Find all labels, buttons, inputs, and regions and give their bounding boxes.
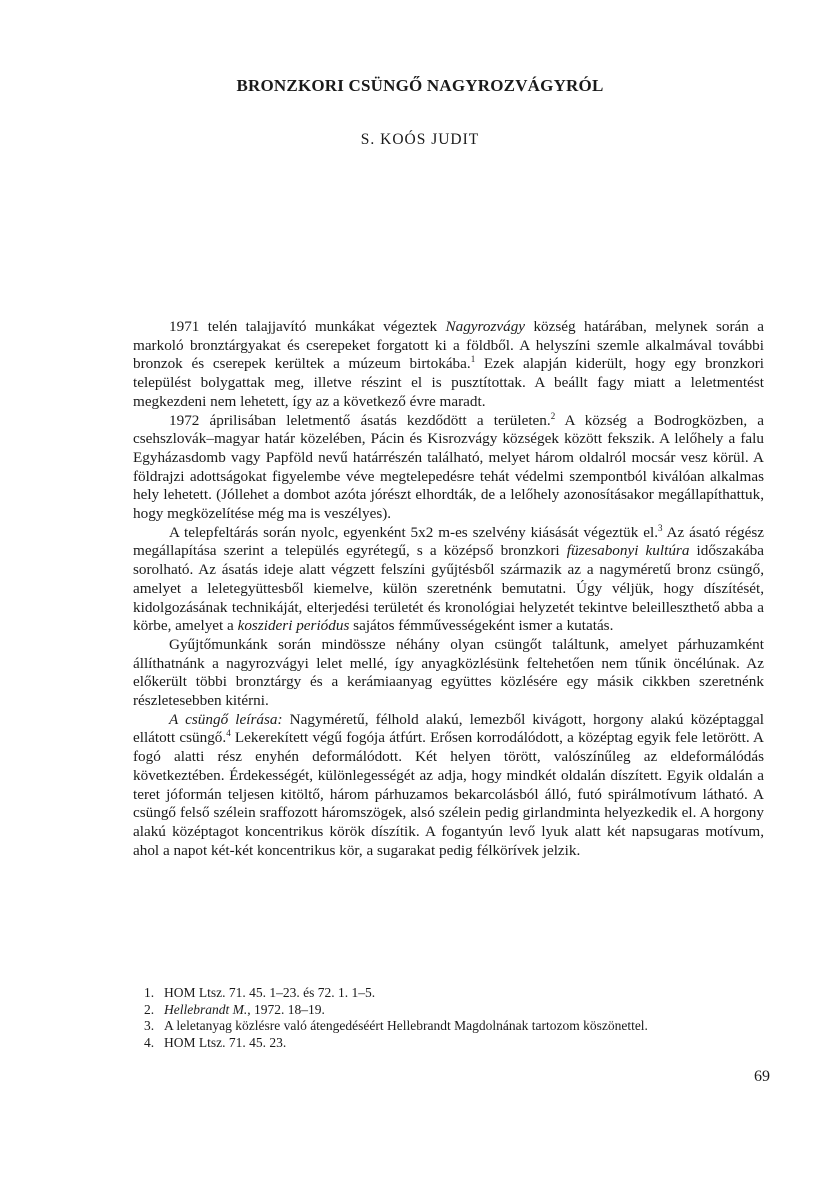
text-run: Lekerekített végű fogója átfúrt. Erősen korrodálódott, a középtag egyik fele letörött. A fogó alatti rész enyhén deformálódott. Két helyen törött, valószínűleg az eldeformálódás következtében. Érdekességét, különlegességét az adja, hogy mindkét oldalán díszített. Egyik oldalán a teret jóformán teljesen kitöltő, három párhuzamos bekarcolásból álló, futó spirálmotívum látható. A csüngő felső szélein sraffozott háromszögek, alsó szélein pedig girlandminta helyezkedik el. A horgony alakú középtagot koncentrikus körök díszítik. A fogantyún levő lyuk alatt két napsugaras motívum, ahol a napot két-két koncentrikus kör, a sugarakat pedig félkörívek jelzik. xyxy=(133,729,764,859)
footnote-text: HOM Ltsz. 71. 45. 1–23. és 72. 1. 1–5. xyxy=(164,985,376,1000)
footnote-ref-2: 2 xyxy=(550,410,556,421)
period-name-italic: koszideri periódus xyxy=(237,617,350,635)
author-italic: Hellebrandt M. xyxy=(164,1001,248,1017)
text-run: A község a Bodrogközben, a csehszlovák–magyar határ közelében, Pácin és Kisrozvágy községek között fekszik. A lelőhely a falu Egyházasdomb vagy Papföld nevű határrészén található, melyet három oldalról mocsár vesz körül. A földrajzi adottságokat figyelembe véve megtelepedésre tehát védelmi szempontból kiválóan alkalmas hely lehetett. (Jóllehet a dombot azóta jórészt elhordták, de a lelőhely azonosításakor megállapíthattuk, hogy megközelítése még ma is veszélyes). xyxy=(133,411,764,523)
paragraph-3 xyxy=(133,524,764,636)
footnote-number: 4. xyxy=(144,1034,155,1050)
page-number: 69 xyxy=(754,1068,770,1085)
paragraph-5 xyxy=(133,711,764,861)
text-run: Az ásató régész megállapítása szerint a település egyrétegű, s a középső bronzkori xyxy=(133,523,764,560)
text-run: község határában, melynek során a markoló bronztárgyakat és cserepeket forgatott ki a földből. A helyszíni szemle alkalmával további bronzok és cserepek kerültek a múzeum birtokába. xyxy=(133,318,764,373)
text-run: sajátos fémművességeként ismer a kutatás. xyxy=(349,617,614,635)
article-body xyxy=(133,318,764,860)
footnote-number: 3. xyxy=(144,1018,155,1033)
footnote-text: HOM Ltsz. 71. 45. 23. xyxy=(164,1034,287,1050)
section-lead-italic: A csüngő leírása: xyxy=(169,710,283,728)
footnote xyxy=(144,1035,784,1052)
footnote-ref-3: 3 xyxy=(658,522,663,533)
text-run: Nagyméretű, félhold alakú, lemezből kivágott, horgony alakú középtaggal ellátott csüngő. xyxy=(133,710,765,747)
footnote-text xyxy=(164,1002,325,1019)
footnotes xyxy=(144,985,784,1051)
footnote-number: 2. xyxy=(144,1001,155,1017)
footnote-ref-4: 4 xyxy=(226,728,231,739)
place-name-italic: Nagyrozvágy xyxy=(445,318,526,335)
text-run: A telepfeltárás során nyolc, egyenként 5x2 m-es szelvény kiásását végeztük el. xyxy=(169,523,658,541)
footnote-text: A leletanyag közlésre való átengedéséért Hellebrandt Magdolnának tartozom köszönettel. xyxy=(164,1018,648,1033)
culture-name-italic: füzesabonyi kultúra xyxy=(566,542,690,560)
footnote-ref-1: 1 xyxy=(470,354,476,365)
footnote xyxy=(144,1002,784,1019)
text-run: 1972 áprilisában leletmentő ásatás kezdődött a területen. xyxy=(169,411,551,429)
footnote xyxy=(144,1018,784,1035)
text-run: 1971 telén talajjavító munkákat végeztek xyxy=(169,318,446,335)
footnote xyxy=(144,985,784,1002)
footnote-number: 1. xyxy=(144,985,155,1000)
paragraph-4: Gyűjtőmunkánk során mindössze néhány olyan csüngőt találtunk, amelyet párhuzamként állíthatnánk a nagyrozvágyi lelet mellé, így anyagközlésünk feltehetően nem tűnik öncélúnak. Az előkerült többi bronztárgy és a kerámiaanyag együttes közlésére egy másik cikkben szeretnénk részletesebben kitérni. xyxy=(133,635,764,710)
article-author: S. KOÓS JUDIT xyxy=(360,131,480,148)
text-run: , 1972. 18–19. xyxy=(247,1001,325,1017)
article-title: BRONZKORI CSÜNGŐ NAGYROZVÁGYRÓL xyxy=(236,76,604,95)
text-run: Ezek alapján kiderült, hogy egy bronzkori települést bolygattak meg, illetve részint el is pusztítottak. A beállt fagy miatt a leletmentést megkezdeni nem lehetett, így az a következő évre maradt. xyxy=(133,355,764,410)
paragraph-2 xyxy=(133,412,764,524)
text-run: időszakába sorolható. Az ásatás ideje alatt végzett felszíni gyűjtésből származik az a nagyméretű bronz csüngő, amelyet a leletegyüttesből kiemelve, külön szeretnénk bemutatni. Úgy véljük, hogy díszítését, kidolgozásának technikáját, elterjedési területét és kronológiai helyzetét tekintve beleilleszthető abba a körbe, amelyet a xyxy=(133,542,764,635)
paragraph-1 xyxy=(133,318,764,412)
